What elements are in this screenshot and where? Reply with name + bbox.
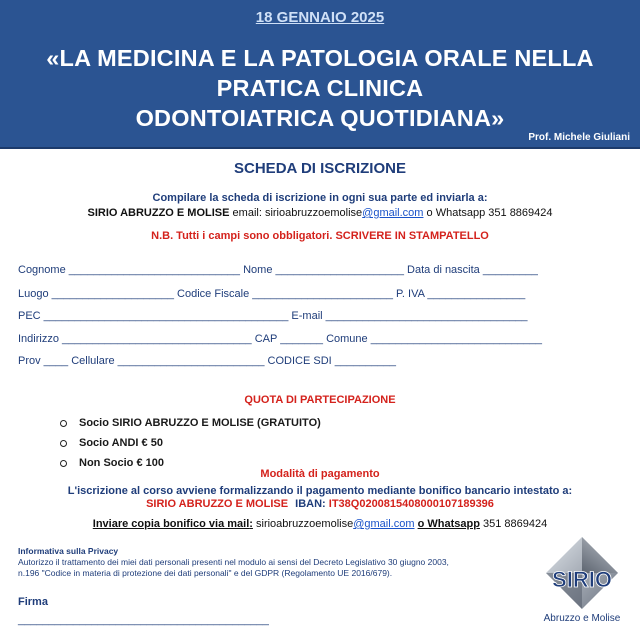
payment-iban-row	[0, 498, 640, 510]
header-banner	[0, 0, 640, 149]
radio-icon	[60, 460, 67, 467]
radio-icon	[60, 420, 67, 427]
privacy-notice	[18, 546, 498, 579]
intro-email-label: email:	[229, 207, 265, 219]
field-row-cognome-nome[interactable]: Cognome ____________________________ Nome _____________________ Data di nascita _________	[18, 264, 538, 276]
required-fields-note: N.B. Tutti i campi sono obbligatori. SCRIVERE IN STAMPATELLO	[151, 230, 489, 242]
field-row-luogo-cf[interactable]: Luogo ____________________ Codice Fiscale _______________________ P. IVA ________________	[18, 288, 526, 300]
event-title-line-1: «LA MEDICINA E LA PATOLOGIA ORALE NELLA	[46, 45, 594, 71]
field-row-indirizzo[interactable]: Indirizzo _______________________________ CAP _______ Comune ____________________________	[18, 333, 543, 345]
speaker-name: Prof. Michele Giuliani	[528, 132, 630, 143]
signature-label: Firma	[18, 596, 48, 608]
payment-text: L'iscrizione al corso avviene formalizzando il pagamento mediante bonifico bancario intestato a:	[67, 485, 573, 497]
intro-whatsapp: o Whatsapp 351 8869424	[423, 207, 553, 219]
fee-list	[60, 413, 460, 473]
event-title-line-2: PRATICA CLINICA	[216, 75, 424, 101]
intro-email-link[interactable]: @gmail.com	[362, 207, 424, 219]
privacy-text-1: Autorizzo il trattamento dei miei dati personali presenti nel modulo ai sensi del Decreto Legislativo 30 giugno 2003,	[18, 557, 449, 567]
event-title	[20, 43, 620, 133]
field-row-prov-cellulare[interactable]: Prov ____ Cellulare ________________________ CODICE SDI __________	[18, 355, 396, 367]
payment-org: SIRIO ABRUZZO E MOLISE	[146, 498, 289, 510]
form-intro	[0, 191, 640, 221]
send-receipt	[0, 518, 640, 530]
field-row-pec-email[interactable]: PEC ________________________________________ E-mail _________________________________	[18, 310, 528, 322]
fee-title: QUOTA DI PARTECIPAZIONE	[244, 394, 396, 406]
privacy-heading: Informativa sulla Privacy	[18, 546, 119, 556]
fee-option-sirio[interactable]	[60, 413, 460, 433]
send-email-link[interactable]: @gmail.com	[353, 518, 415, 530]
logo-wordmark: SIRIO	[552, 567, 612, 592]
event-title-line-3: ODONTOIATRICA QUOTIDIANA»	[135, 105, 505, 131]
intro-email-user[interactable]: sirioabruzzoemolise	[264, 207, 363, 219]
intro-contact	[0, 206, 640, 221]
fee-label: Socio ANDI € 50	[79, 437, 163, 449]
send-phone: 351 8869424	[482, 518, 548, 530]
send-email-user[interactable]: sirioabruzzoemolise	[256, 518, 354, 530]
signature-line[interactable]: _________________________________________	[18, 614, 269, 626]
send-label: Inviare copia bonifico via mail	[92, 518, 250, 530]
radio-icon	[60, 440, 67, 447]
send-whatsapp: o Whatsapp	[417, 518, 480, 530]
payment-title: Modalità di pagamento	[260, 468, 380, 480]
event-date: 18 GENNAIO 2025	[255, 9, 385, 26]
fee-label: Socio SIRIO ABRUZZO E MOLISE (GRATUITO)	[79, 417, 321, 429]
privacy-text-2: n.196 "Codice in materia di protezione dei dati personali" e del GDPR (Regolamento UE 2016/679).	[18, 568, 393, 578]
iban-label: IBAN:	[295, 498, 326, 510]
fee-label: Non Socio € 100	[79, 457, 164, 469]
send-colon: :	[249, 518, 253, 530]
intro-org: SIRIO ABRUZZO E MOLISE	[87, 207, 230, 219]
logo-subtitle: Abruzzo e Molise	[543, 613, 621, 624]
fee-option-andi[interactable]	[60, 433, 460, 453]
iban-value: IT38Q0200815408000107189396	[328, 498, 494, 510]
form-title: SCHEDA DI ISCRIZIONE	[234, 160, 406, 177]
intro-instructions: Compilare la scheda di iscrizione in ogni sua parte ed inviarla a:	[152, 192, 488, 204]
